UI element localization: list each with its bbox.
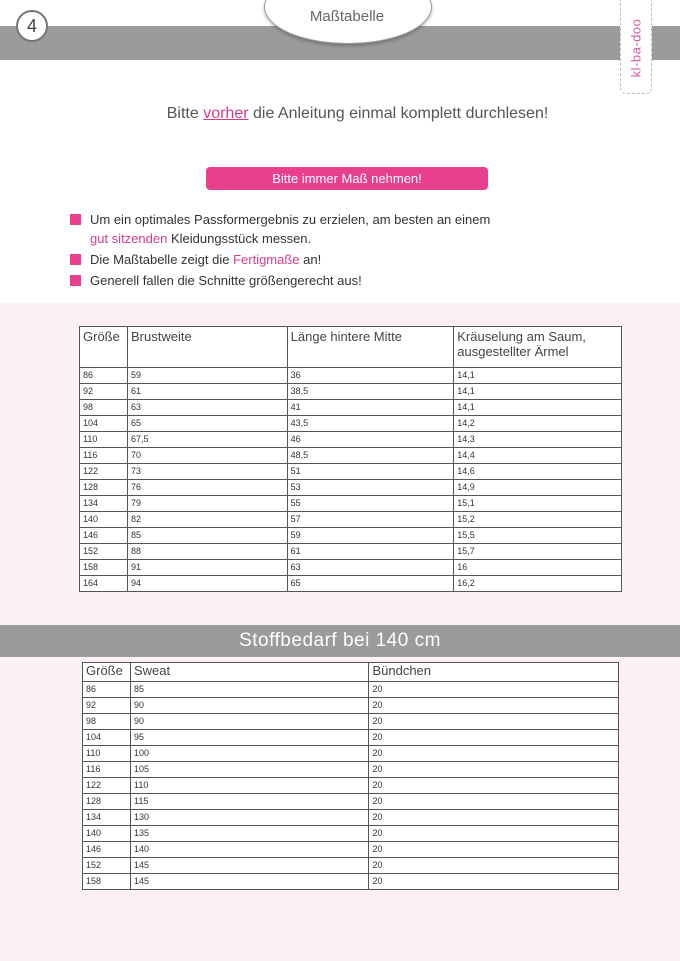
table-cell: 46 [287, 432, 454, 448]
table-cell: 115 [130, 794, 368, 810]
table-cell: 55 [287, 496, 454, 512]
table-cell: 86 [80, 368, 128, 384]
bullet-square-icon [70, 275, 81, 286]
table-cell: 67,5 [127, 432, 287, 448]
table-cell: 70 [127, 448, 287, 464]
bullet-item-1 [70, 210, 630, 248]
table-cell: 15,7 [454, 544, 622, 560]
bullet-1-line1: Um ein optimales Passformergebnis zu erzielen, am besten an einem [90, 212, 491, 227]
table-cell: 41 [287, 400, 454, 416]
fabric-table [82, 662, 619, 890]
table-cell: 104 [83, 730, 131, 746]
table-cell: 14,4 [454, 448, 622, 464]
bullet-list [70, 210, 630, 292]
table-row [80, 480, 622, 496]
table-cell: 59 [127, 368, 287, 384]
table-cell: 130 [130, 810, 368, 826]
page-number: 4 [16, 10, 48, 42]
bullet-3-text: Generell fallen die Schnitte größengerecht aus! [90, 273, 362, 288]
table-row [83, 858, 619, 874]
table-cell: 146 [80, 528, 128, 544]
table-cell: 116 [80, 448, 128, 464]
table-row [80, 416, 622, 432]
table-cell: 91 [127, 560, 287, 576]
table-cell: 76 [127, 480, 287, 496]
table-cell: 43,5 [287, 416, 454, 432]
header-cell: Länge hintere Mitte [287, 327, 454, 368]
size-table-header [80, 327, 622, 368]
table-cell: 158 [83, 874, 131, 890]
table-cell: 51 [287, 464, 454, 480]
bullet-2-post: an! [299, 252, 322, 267]
table-cell: 128 [80, 480, 128, 496]
bullet-2-highlight: Fertigmaße [233, 252, 300, 267]
table-cell: 85 [130, 682, 368, 698]
table-cell: 122 [83, 778, 131, 794]
table-cell: 20 [369, 810, 619, 826]
table-cell: 53 [287, 480, 454, 496]
bullet-square-icon [70, 214, 81, 225]
fabric-section-title: Stoffbedarf bei 140 cm [0, 625, 680, 657]
table-cell: 48,5 [287, 448, 454, 464]
notice-banner: Bitte immer Maß nehmen! [206, 167, 488, 190]
bullet-2-pre: Die Maßtabelle zeigt die [90, 252, 234, 267]
table-cell: 92 [80, 384, 128, 400]
table-cell: 20 [369, 858, 619, 874]
table-row [83, 714, 619, 730]
table-cell: 20 [369, 794, 619, 810]
table-row [83, 698, 619, 714]
table-row [83, 682, 619, 698]
table-cell: 20 [369, 874, 619, 890]
header-cell: Größe [80, 327, 128, 368]
table-cell: 110 [80, 432, 128, 448]
table-cell: 20 [369, 746, 619, 762]
table-cell: 104 [80, 416, 128, 432]
table-cell: 20 [369, 762, 619, 778]
table-cell: 98 [83, 714, 131, 730]
table-cell: 20 [369, 714, 619, 730]
table-cell: 128 [83, 794, 131, 810]
table-cell: 20 [369, 730, 619, 746]
table-cell: 14,3 [454, 432, 622, 448]
table-cell: 36 [287, 368, 454, 384]
table-cell: 14,9 [454, 480, 622, 496]
table-cell: 20 [369, 698, 619, 714]
table-cell: 16,2 [454, 576, 622, 592]
table-row [83, 762, 619, 778]
table-cell: 61 [127, 384, 287, 400]
header-cell: Kräuselung am Saum, ausgestellter Ärmel [454, 327, 622, 368]
table-cell: 14,6 [454, 464, 622, 480]
table-cell: 14,1 [454, 400, 622, 416]
table-cell: 98 [80, 400, 128, 416]
table-row [80, 576, 622, 592]
header-cell: Größe [83, 663, 131, 682]
table-cell: 14,1 [454, 384, 622, 400]
table-cell: 14,1 [454, 368, 622, 384]
table-row [83, 874, 619, 890]
table-cell: 158 [80, 560, 128, 576]
table-cell: 20 [369, 826, 619, 842]
table-row [80, 512, 622, 528]
table-cell: 135 [130, 826, 368, 842]
table-cell: 63 [127, 400, 287, 416]
table-cell: 73 [127, 464, 287, 480]
table-row [80, 432, 622, 448]
table-row [83, 794, 619, 810]
bullet-square-icon [70, 254, 81, 265]
table-cell: 20 [369, 682, 619, 698]
table-cell: 38,5 [287, 384, 454, 400]
bullet-1-highlight: gut sitzenden [90, 231, 168, 246]
table-cell: 140 [80, 512, 128, 528]
bullet-item-2 [70, 250, 630, 269]
table-row [83, 778, 619, 794]
table-cell: 57 [287, 512, 454, 528]
table-cell: 145 [130, 874, 368, 890]
table-cell: 61 [287, 544, 454, 560]
table-cell: 85 [127, 528, 287, 544]
table-cell: 65 [287, 576, 454, 592]
table-cell: 15,2 [454, 512, 622, 528]
table-row [80, 528, 622, 544]
table-cell: 100 [130, 746, 368, 762]
table-cell: 65 [127, 416, 287, 432]
intro-suffix: die Anleitung einmal komplett durchlesen! [248, 105, 549, 122]
table-cell: 134 [80, 496, 128, 512]
table-cell: 122 [80, 464, 128, 480]
table-cell: 105 [130, 762, 368, 778]
bullet-1-rest: Kleidungsstück messen. [167, 231, 312, 246]
table-cell: 16 [454, 560, 622, 576]
table-cell: 145 [130, 858, 368, 874]
page-title: Maßtabelle [309, 8, 385, 25]
table-row [80, 448, 622, 464]
table-cell: 94 [127, 576, 287, 592]
intro-prefix: Bitte [166, 105, 204, 122]
table-cell: 90 [130, 698, 368, 714]
table-cell: 15,5 [454, 528, 622, 544]
table-cell: 140 [83, 826, 131, 842]
table-row [83, 826, 619, 842]
table-cell: 110 [130, 778, 368, 794]
table-cell: 20 [369, 842, 619, 858]
header-cell: Bündchen [369, 663, 619, 682]
table-cell: 90 [130, 714, 368, 730]
table-cell: 152 [80, 544, 128, 560]
table-cell: 82 [127, 512, 287, 528]
table-cell: 164 [80, 576, 128, 592]
table-cell: 152 [83, 858, 131, 874]
table-row [83, 810, 619, 826]
table-row [83, 842, 619, 858]
table-cell: 146 [83, 842, 131, 858]
table-cell: 95 [130, 730, 368, 746]
table-cell: 79 [127, 496, 287, 512]
table-row [80, 544, 622, 560]
table-cell: 88 [127, 544, 287, 560]
table-cell: 110 [83, 746, 131, 762]
table-cell: 92 [83, 698, 131, 714]
table-cell: 15,1 [454, 496, 622, 512]
table-cell: 63 [287, 560, 454, 576]
table-row [80, 368, 622, 384]
header-cell: Sweat [130, 663, 368, 682]
table-cell: 20 [369, 778, 619, 794]
table-row [80, 384, 622, 400]
logo-tab [620, 0, 652, 94]
table-cell: 140 [130, 842, 368, 858]
table-row [80, 496, 622, 512]
table-row [80, 560, 622, 576]
table-row [83, 746, 619, 762]
intro-line [0, 105, 680, 123]
table-cell: 116 [83, 762, 131, 778]
table-row [83, 730, 619, 746]
header-cell: Brustweite [127, 327, 287, 368]
table-cell: 134 [83, 810, 131, 826]
fabric-table-header [83, 663, 619, 682]
bullet-item-3 [70, 271, 630, 290]
table-cell: 14,2 [454, 416, 622, 432]
size-table [79, 326, 622, 592]
table-row [80, 464, 622, 480]
intro-highlight: vorher [203, 105, 249, 122]
brand-logo: kl-ba-doo [628, 18, 644, 78]
table-row [80, 400, 622, 416]
table-cell: 86 [83, 682, 131, 698]
table-cell: 59 [287, 528, 454, 544]
